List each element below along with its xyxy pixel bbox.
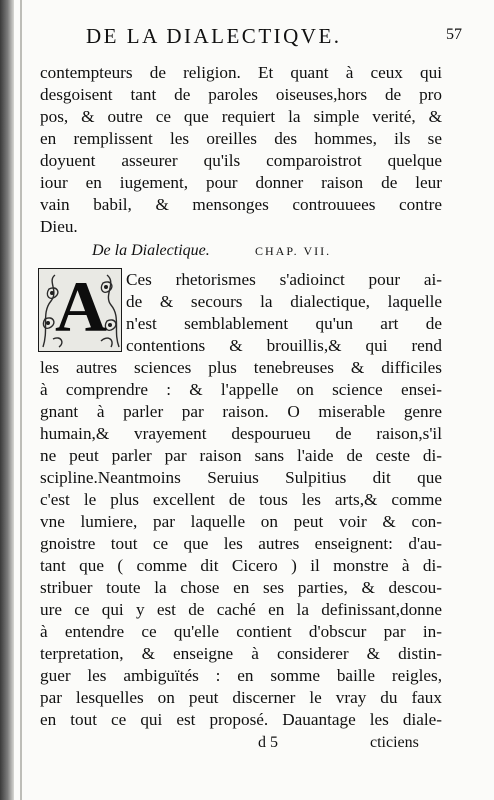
text-line: vain babil, & mensonges controuuees contre [40,195,442,214]
text-line: à entendre ce qu'elle contient d'obscur par in- [40,622,442,641]
page-gutter-shadow [0,0,14,800]
signature-mark: d 5 [258,734,278,751]
catchword: cticiens [370,734,419,751]
page-number: 57 [446,26,462,43]
text-line: iour en iugement, pour donner raison de leur [40,173,442,192]
text-line: ne peut parler par raison sans l'aide de ceste di- [40,446,442,465]
text-line: vne lumiere, par laquelle on peut voir & con- [40,512,442,531]
text-line: Ces rhetorismes s'adioinct pour ai- [126,270,442,289]
text-line: gnant à parler par raison. O miserable genre [40,402,442,421]
chapter-label: CHAP. VII. [255,244,332,258]
text-line: contentions & brouillis,& qui rend [126,336,442,355]
text-line: terpretation, & enseigne à considerer & distin- [40,644,442,663]
text-line: tant que ( comme dit Cicero ) il monstre à di- [40,556,442,575]
text-line: n'est semblablement qu'un art de [126,314,442,333]
text-line: en tout ce qui est proposé. Dauantage les diale- [40,710,442,729]
text-line: pos, & outre ce que requiert la simple verité, & [40,107,442,126]
text-line: stribuer toute la chose en ses parties, & descou- [40,578,442,597]
text-line: desgoisent tant de paroles oiseuses,hors de pro [40,85,442,104]
initial-letter: A [55,268,107,347]
text-line: de & secours la dialectique, laquelle [126,292,442,311]
text-line: scipline.Neantmoins Seruius Sulpitius dit que [40,468,442,487]
text-line: Dieu. [40,217,78,236]
chapter-title: De la Dialectique. [92,242,210,259]
text-line: les autres sciences plus tenebreuses & difficiles [40,358,442,377]
text-line: c'est le plus excellent de tous les arts,& comme [40,490,442,509]
text-line: contempteurs de religion. Et quant à ceux qui [40,63,442,82]
page-edge-line [20,0,22,800]
text-line: guer les ambiguïtés : en somme baille reigles, [40,666,442,685]
text-line: en remplissent les oreilles des hommes, ils se [40,129,442,148]
running-title: DE LA DIALECTIQVE. [86,24,342,48]
text-line: humain,& vrayement despourueu de raison,s'il [40,424,442,443]
text-line: à comprendre : & l'appelle on science ensei- [40,380,442,399]
text-line: gnoistre tout ce que les autres enseignent: d'au- [40,534,442,553]
decorated-initial [38,268,122,352]
text-line: doyuent asseurer qu'ils comparoistrot quelque [40,151,442,170]
text-line: ure ce qui y est de caché en la definissant,donne [40,600,442,619]
text-line: par lesquelles on peut discerner le vray du faux [40,688,442,707]
